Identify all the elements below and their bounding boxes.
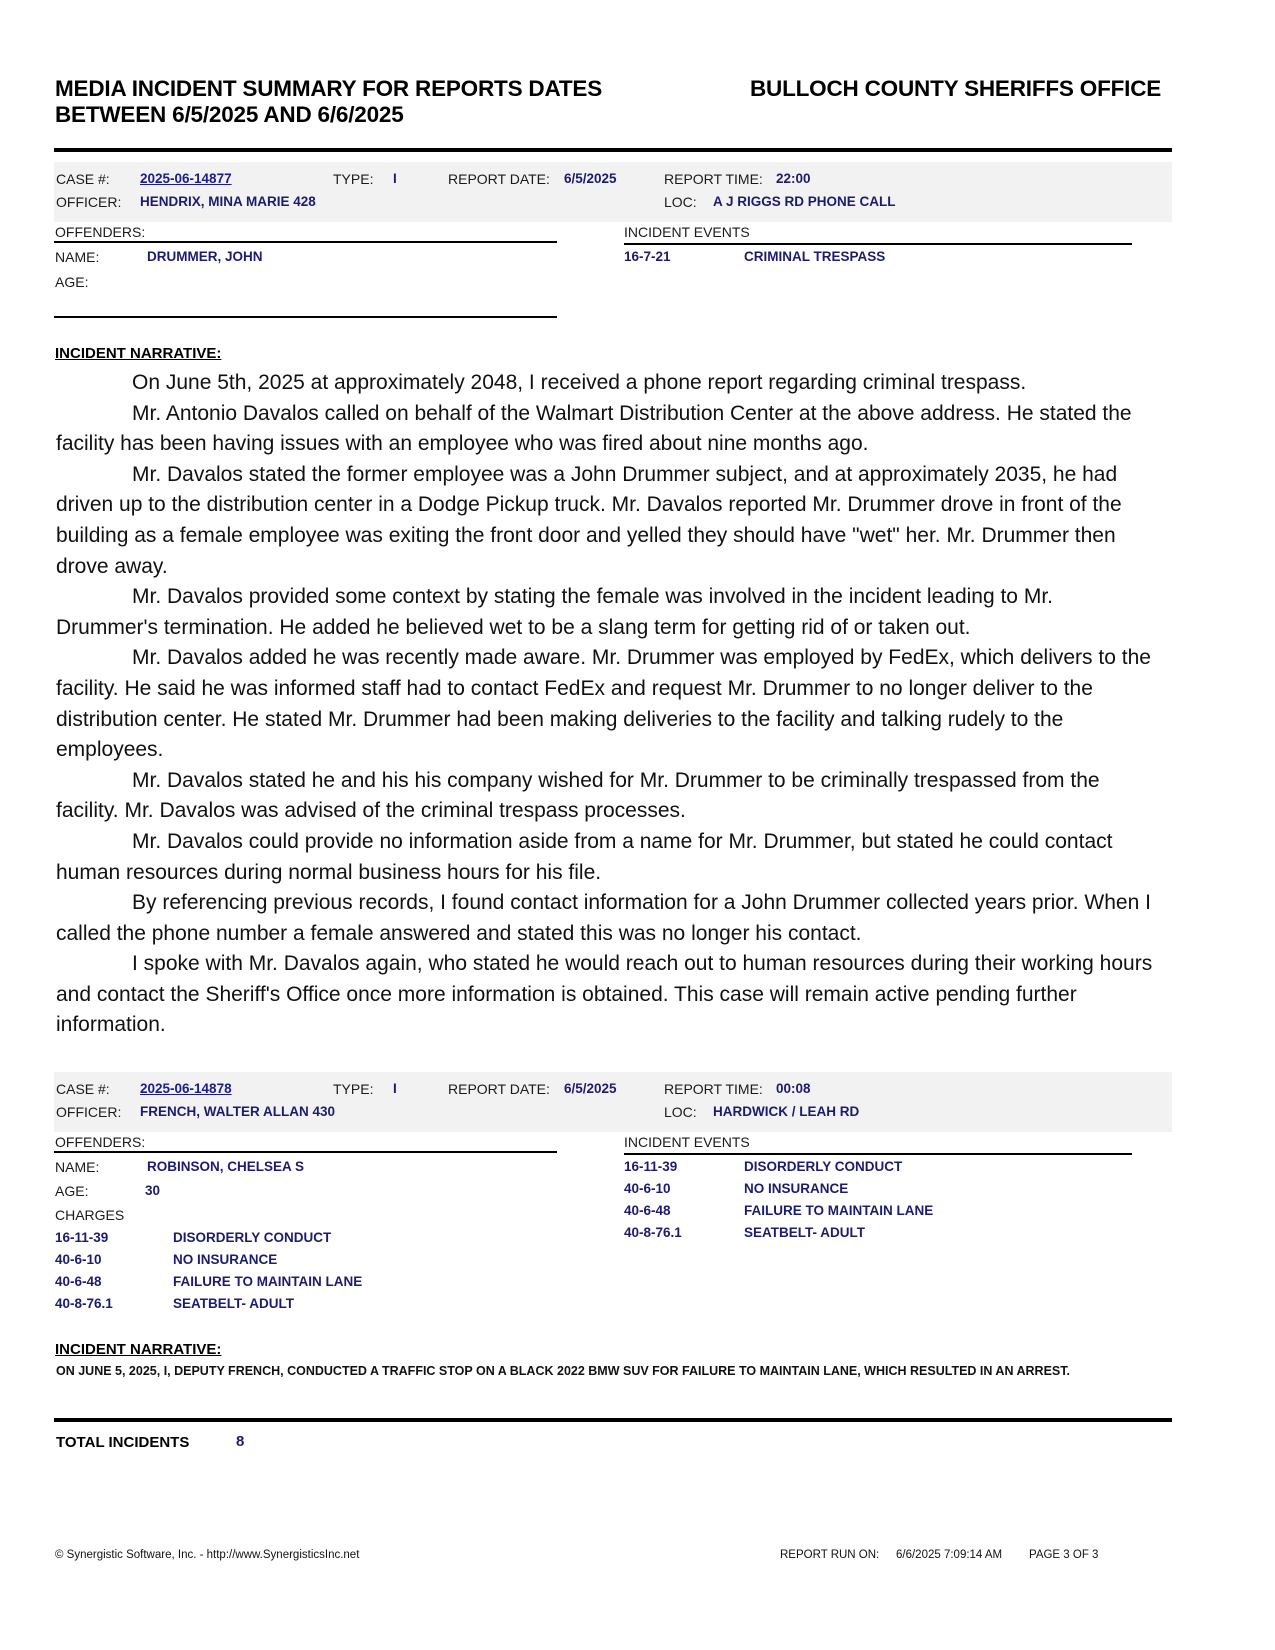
incident-event-row	[624, 1203, 1124, 1225]
type-label: TYPE:	[333, 1081, 374, 1097]
event-code: 40-8-76.1	[624, 1225, 682, 1240]
officer-label: OFFICER:	[56, 194, 122, 210]
location-label: LOC:	[664, 1104, 697, 1120]
offenders-heading: OFFENDERS:	[55, 224, 146, 240]
event-code: 16-7-21	[624, 249, 671, 264]
charge-code: 16-11-39	[55, 1230, 109, 1245]
offenders-underline	[54, 241, 557, 243]
officer-label: OFFICER:	[56, 1104, 122, 1120]
narrative-paragraph: Mr. Davalos provided some context by stating the female was involved in the incident leading to Mr. Drummer's termination. He added he believed wet to be a slang term for getting rid of or taken out.	[56, 585, 1053, 639]
report-time-value: 22:00	[776, 171, 811, 186]
incident-events-underline	[624, 1153, 1132, 1155]
event-description: SEATBELT- ADULT	[744, 1225, 865, 1240]
offenders-bottom-rule	[54, 316, 557, 318]
offender-name-value: DRUMMER, JOHN	[147, 249, 263, 264]
location-value: HARDWICK / LEAH RD	[713, 1104, 860, 1119]
event-code: 16-11-39	[624, 1159, 678, 1174]
event-description: NO INSURANCE	[744, 1181, 849, 1196]
narrative-paragraph: Mr. Davalos stated he and his his company wished for Mr. Drummer to be criminally trespassed from the facility. Mr. Davalos was advised of the criminal trespass processes.	[56, 768, 1100, 823]
event-description: FAILURE TO MAINTAIN LANE	[744, 1203, 934, 1218]
totals-divider	[54, 1418, 1172, 1422]
incident-event-row	[624, 1181, 1124, 1203]
offender-name-value: ROBINSON, CHELSEA S	[147, 1159, 305, 1174]
report-title-line1: MEDIA INCIDENT SUMMARY FOR REPORTS DATES	[55, 76, 603, 101]
incident-events-list	[624, 1159, 1124, 1247]
copyright-text: © Synergistic Software, Inc. - http://www.SynergisticsInc.net	[55, 1549, 360, 1561]
location-value: A J RIGGS RD PHONE CALL	[713, 194, 896, 209]
offender-age-label: AGE:	[55, 274, 89, 290]
charge-code: 40-6-48	[55, 1274, 102, 1289]
event-description: CRIMINAL TRESPASS	[744, 249, 886, 264]
total-incidents-label: TOTAL INCIDENTS	[56, 1434, 190, 1451]
charges-heading: CHARGES	[55, 1207, 125, 1223]
type-label: TYPE:	[333, 171, 374, 187]
charge-row	[55, 1296, 515, 1318]
report-date-label: REPORT DATE:	[448, 1081, 550, 1097]
page-number: PAGE 3 OF 3	[1029, 1549, 1099, 1561]
narrative-paragraph: Mr. Davalos could provide no information aside from a name for Mr. Drummer, but stated he could contact human resources during normal business hours for his file.	[56, 829, 1113, 884]
narrative-paragraph: On June 5th, 2025 at approximately 2048, I received a phone report regarding criminal trespass.	[132, 371, 1027, 394]
incident-events-underline	[624, 243, 1132, 245]
report-date-value: 6/5/2025	[564, 1081, 617, 1096]
case-number-link[interactable]: 2025-06-14878	[140, 1081, 232, 1096]
charge-code: 40-8-76.1	[55, 1296, 113, 1311]
case-label: CASE #:	[56, 171, 110, 187]
narrative-body: ON JUNE 5, 2025, I, DEPUTY FRENCH, CONDUCTED A TRAFFIC STOP ON A BLACK 2022 BMW SUV FOR FAILURE TO MAINTAIN LANE, WHICH RESULTED IN AN ARREST.	[56, 1364, 1070, 1378]
event-code: 40-6-10	[624, 1181, 671, 1196]
event-description: DISORDERLY CONDUCT	[744, 1159, 903, 1174]
charge-row	[55, 1274, 515, 1296]
narrative-heading: INCIDENT NARRATIVE:	[55, 345, 222, 362]
type-value: I	[393, 171, 397, 186]
narrative-paragraph: Mr. Davalos added he was recently made aware. Mr. Drummer was employed by FedEx, which delivers to the facility. He said he was informed staff had to contact FedEx and request Mr. Drummer to no longer deliver to the distribution center. He stated Mr. Drummer had been making deliveries to the facility and talking rudely to the employees.	[56, 646, 1151, 762]
officer-value: FRENCH, WALTER ALLAN 430	[140, 1104, 336, 1119]
incident-events-heading: INCIDENT EVENTS	[624, 1134, 750, 1150]
report-date-label: REPORT DATE:	[448, 171, 550, 187]
offender-age-label: AGE:	[55, 1183, 89, 1199]
report-title	[55, 76, 602, 128]
charge-row	[55, 1230, 515, 1252]
report-title-line2: BETWEEN 6/5/2025 AND 6/6/2025	[55, 102, 404, 127]
header-divider	[54, 148, 1172, 152]
narrative-paragraph: Mr. Davalos stated the former employee was a John Drummer subject, and at approximately 2035, he had driven up to the distribution center in a Dodge Pickup truck. Mr. Davalos reported Mr. Drummer drove in front of the building as a female employee was exiting the front door and yelled they should have "wet" her. Mr. Drummer then drove away.	[56, 462, 1122, 578]
incident-event-row	[624, 1159, 1124, 1181]
offenders-heading: OFFENDERS:	[55, 1134, 146, 1150]
incident-event-row	[624, 1225, 1124, 1247]
charge-row	[55, 1252, 515, 1274]
report-time-label: REPORT TIME:	[664, 171, 763, 187]
offenders-underline	[54, 1151, 557, 1153]
case-number-link[interactable]: 2025-06-14877	[140, 171, 232, 186]
report-run-value: 6/6/2025 7:09:14 AM	[896, 1549, 1003, 1561]
officer-value: HENDRIX, MINA MARIE 428	[140, 194, 316, 209]
narrative-body	[56, 368, 1156, 1041]
narrative-paragraph: By referencing previous records, I found contact information for a John Drummer collected years prior. When I called the phone number a female answered and stated this was no longer his contact.	[56, 891, 1151, 945]
charge-description: DISORDERLY CONDUCT	[173, 1230, 332, 1245]
total-incidents-value: 8	[236, 1433, 245, 1450]
charge-description: SEATBELT- ADULT	[173, 1296, 294, 1311]
type-value: I	[393, 1081, 397, 1096]
offender-age-value: 30	[145, 1183, 161, 1198]
charges-list	[55, 1230, 515, 1318]
narrative-paragraph: Mr. Antonio Davalos called on behalf of the Walmart Distribution Center at the above address. He stated the facility has been having issues with an employee who was fired about nine months ago.	[56, 401, 1132, 456]
charge-code: 40-6-10	[55, 1252, 102, 1267]
case-label: CASE #:	[56, 1081, 110, 1097]
offender-name-label: NAME:	[55, 249, 100, 265]
charge-description: FAILURE TO MAINTAIN LANE	[173, 1274, 363, 1289]
report-run-label: REPORT RUN ON:	[780, 1549, 880, 1561]
location-label: LOC:	[664, 194, 697, 210]
narrative-paragraph: I spoke with Mr. Davalos again, who stated he would reach out to human resources during their working hours and contact the Sheriff's Office once more information is obtained. This case will remain active pending further information.	[56, 952, 1153, 1037]
narrative-heading: INCIDENT NARRATIVE:	[55, 1341, 222, 1358]
charge-description: NO INSURANCE	[173, 1252, 278, 1267]
report-time-value: 00:08	[776, 1081, 811, 1096]
organization-name: BULLOCH COUNTY SHERIFFS OFFICE	[750, 76, 1162, 101]
report-date-value: 6/5/2025	[564, 171, 617, 186]
incident-events-heading: INCIDENT EVENTS	[624, 224, 750, 240]
event-code: 40-6-48	[624, 1203, 671, 1218]
report-time-label: REPORT TIME:	[664, 1081, 763, 1097]
offender-name-label: NAME:	[55, 1159, 100, 1175]
